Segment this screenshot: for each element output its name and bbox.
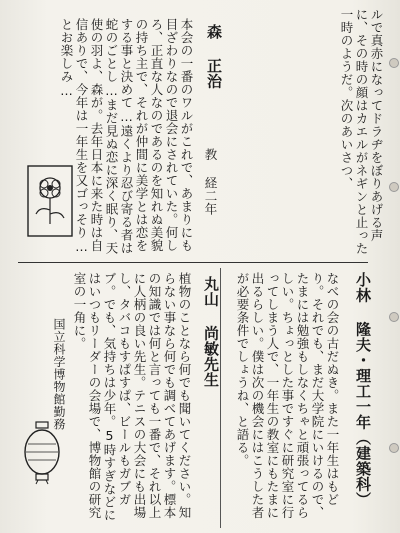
flower-icon	[24, 162, 76, 242]
bottom-left-affiliation: 国立科学博物館勤務	[52, 318, 66, 431]
binder-hole	[389, 312, 399, 322]
top-left-body: 本会の一番のワルがこれで、あまりにも目ざわりなので退会にされていた。何しろ、正直な人なのであるのを知れぬ美貌の持ち主で、それが仲間に美学とは恋をする事と決めて…遠くより忍び寄る者は蛇のごとし…まだ見ぬ恋に深く眠り、天使の羽よ、森が。去年日本に来た時は自信ありで、今年は一年生を又ゴっそり…とお楽しみ…	[59, 18, 194, 255]
continuation-text: ルで真赤になってドラヂをぼりあげる声に、その時の顔はカエルがネギンと止った一時のようだ。次のあいさつ、	[339, 8, 384, 255]
column-divider	[220, 268, 221, 528]
top-left-heading: 森 正治	[205, 24, 223, 89]
top-left-subheading: 教 経二年	[203, 148, 218, 216]
binder-hole	[389, 443, 399, 453]
lantern-icon	[20, 420, 64, 486]
bottom-right-body: なべの会の古だぬき。また一年生はもどり。それでも、まだ大学院にいけるので、たまには勉強もしなくちゃと頑張ってるらしい。ちょっとした事ですぐに研究室に行ってしまう人で、一年生の教室にもたまに出るらしい。僕は次の機会にはこうした者が必要条件でしょうね、と語る。	[235, 272, 340, 519]
bottom-right-heading: 小林 隆夫・理工一年（建築科）	[354, 272, 372, 508]
bottom-left-body: 植物のことなら何でも聞いてください。知らない事なら何でも調べてあげます。標本の知識では何と言っても一番で、それ以上に人柄の良い先生。テニスの大会にも出場し、タバコもすぱすぱ、ビールもガブガブ。でも、気持ちは少年。5時すぎなどにはいつもリーダーの会場で、博物館の研究室の一角に。	[72, 272, 192, 522]
bottom-left-heading: 丸山 尚敏先生	[202, 276, 220, 388]
binder-hole	[389, 58, 399, 68]
section-divider	[18, 262, 368, 263]
binder-hole	[389, 182, 399, 192]
